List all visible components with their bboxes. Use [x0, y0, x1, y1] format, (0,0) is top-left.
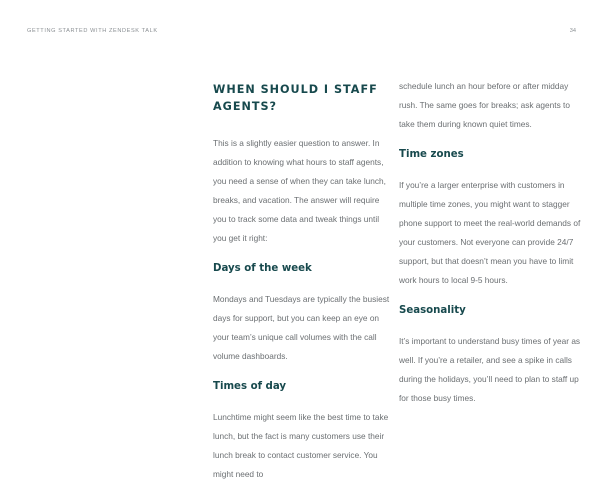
paragraph-time-zones: If you’re a larger enterprise with customers in multiple time zones, you might want to stagger phone support to meet the real-world demands of your customers. Not everyone can provide 24/7 support, but that doesn’t mean you have to limit work hours to local 9-5 hours.: [399, 180, 581, 285]
paragraph-times-of-day: Lunchtime might seem like the best time to take lunch, but the fact is many customers use their lunch break to contact customer service. You might need to: [213, 412, 389, 479]
paragraph-seasonality: It’s important to understand busy times of year as well. If you’re a retailer, and see a spike in calls during the holidays, you’ll need to plan to staff up for those busy times.: [399, 336, 581, 403]
running-header: GETTING STARTED WITH ZENDESK TALK: [27, 28, 158, 34]
left-column: [213, 81, 393, 498]
subheading-time-zones: Time zones: [399, 149, 464, 160]
page-number: 34: [569, 28, 576, 34]
intro-paragraph: This is a slightly easier question to answer. In addition to knowing what hours to staff agents, you need a sense of when they can take lunch, breaks, and vacation. The answer will require you to track some data and tweak things until you get it right:: [213, 138, 386, 243]
section-heading: WHEN SHOULD I STAFF AGENTS?: [213, 83, 378, 113]
subheading-times-of-day: Times of day: [213, 381, 287, 392]
right-column: [399, 77, 584, 422]
subheading-days-of-week: Days of the week: [213, 263, 312, 274]
subheading-seasonality: Seasonality: [399, 305, 466, 316]
paragraph-times-of-day-continued: schedule lunch an hour before or after midday rush. The same goes for breaks; ask agents to take them during known quiet times.: [399, 81, 570, 129]
paragraph-days-of-week: Mondays and Tuesdays are typically the busiest days for support, but you can keep an eye on your team’s unique call volumes with the call volume dashboards.: [213, 294, 390, 361]
